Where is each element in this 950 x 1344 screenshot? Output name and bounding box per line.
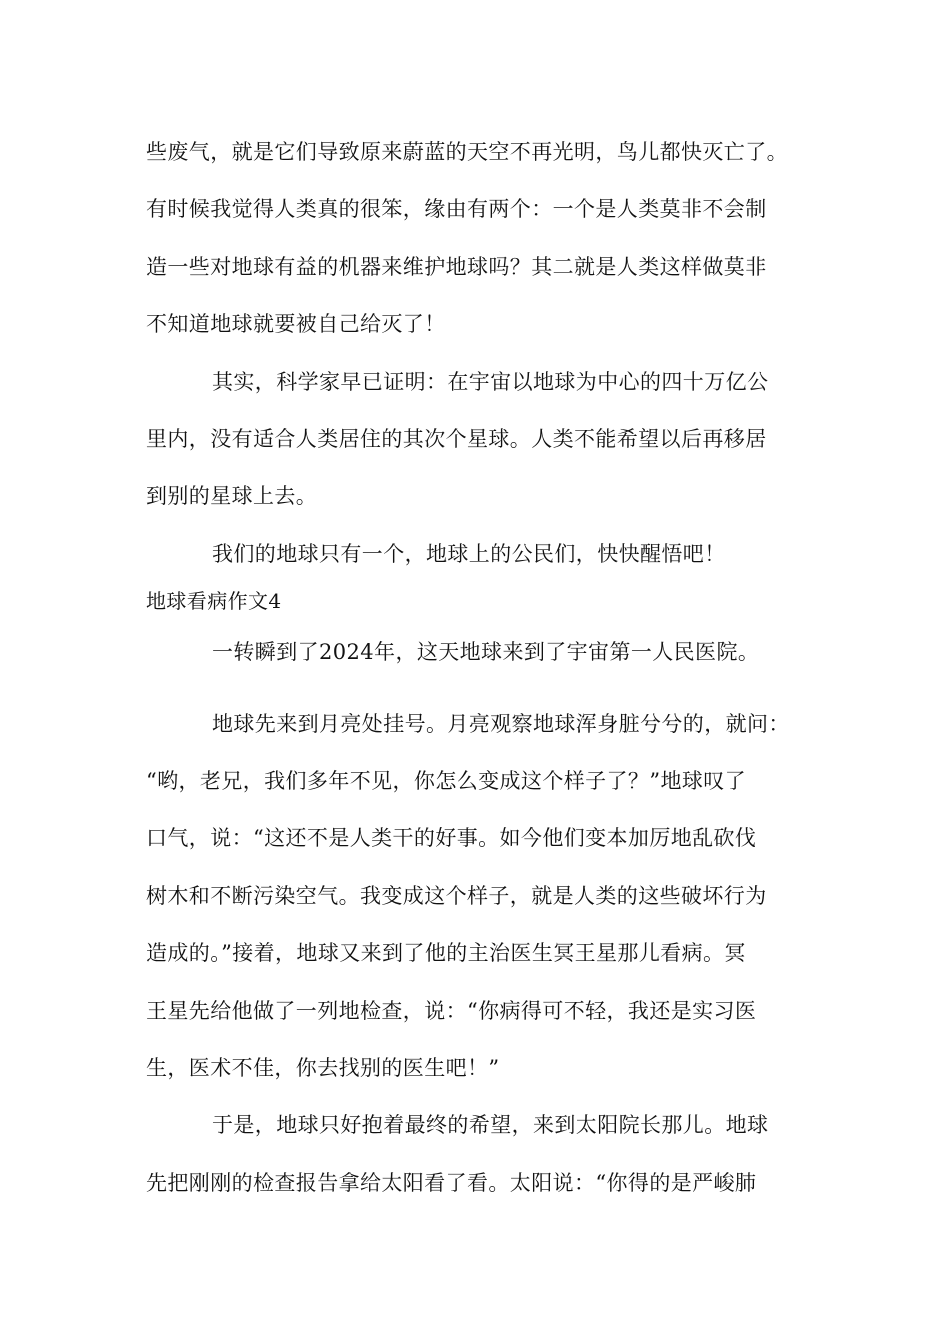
text-line: 王星先给他做了一列地检查，说：“你病得可不轻，我还是实习医 (146, 999, 757, 1023)
section-heading: 地球看病作文4 (146, 589, 282, 613)
text-line: “哟，老兄，我们多年不见，你怎么变成这个样子了？”地球叹了 (146, 769, 747, 793)
text-line: 造成的。”接着，地球又来到了他的主治医生冥王星那儿看病。冥 (146, 941, 746, 965)
text-line: 有时候我觉得人类真的很笨，缘由有两个：一个是人类莫非不会制 (146, 197, 767, 221)
text-line: 里内，没有适合人类居住的其次个星球。人类不能希望以后再移居 (146, 427, 767, 451)
text-line: 我们的地球只有一个，地球上的公民们，快快醒悟吧！ (212, 542, 726, 566)
text-line: 一转瞬到了2024年，这天地球来到了宇宙第一人民医院。 (212, 640, 760, 664)
text-line: 先把刚刚的检查报告拿给太阳看了看。太阳说：“你得的是严峻肺 (146, 1171, 757, 1195)
text-line: 造一些对地球有益的机器来维护地球吗？其二就是人类这样做莫非 (146, 255, 767, 279)
text-line: 树木和不断污染空气。我变成这个样子，就是人类的这些破坏行为 (146, 884, 767, 908)
text-line: 些废气，就是它们导致原来蔚蓝的天空不再光明，鸟儿都快灭亡了。 (146, 140, 788, 164)
text-line: 口气，说：“这还不是人类干的好事。如今他们变本加厉地乱砍伐 (146, 826, 757, 850)
text-line: 于是，地球只好抱着最终的希望，来到太阳院长那儿。地球 (212, 1113, 769, 1137)
text-line: 其实，科学家早已证明：在宇宙以地球为中心的四十万亿公 (212, 370, 769, 394)
text-line: 不知道地球就要被自己给灭了！ (146, 312, 446, 336)
text-line: 到别的星球上去。 (146, 484, 318, 508)
text-line: 地球先来到月亮处挂号。月亮观察地球浑身脏兮兮的，就问： (212, 712, 790, 736)
text-line: 生，医术不佳，你去找别的医生吧！” (146, 1056, 500, 1080)
